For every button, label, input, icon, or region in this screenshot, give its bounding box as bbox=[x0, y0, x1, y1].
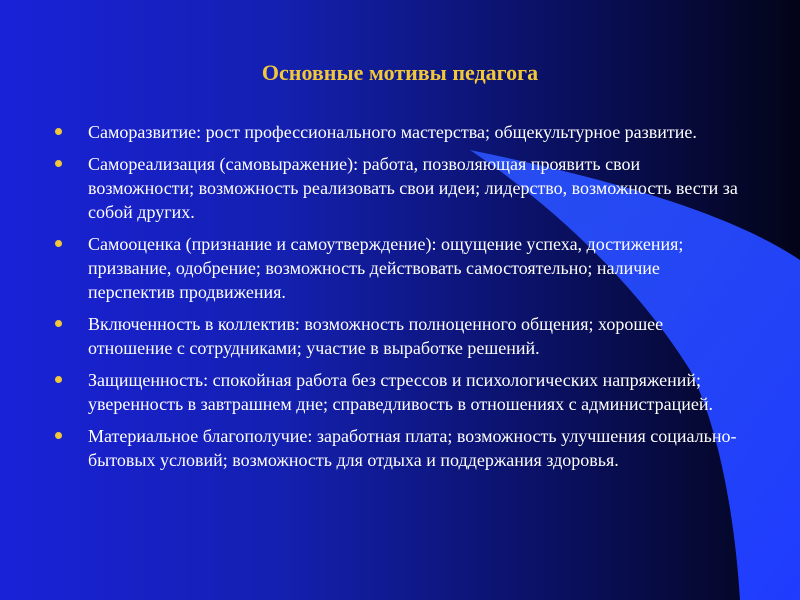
list-item bbox=[52, 232, 742, 304]
bullet-icon bbox=[55, 240, 62, 247]
bullet-icon bbox=[55, 128, 62, 135]
list-item bbox=[52, 424, 742, 472]
bullet-text: Самооценка (признание и самоутверждение): ощущение успеха, достижения; призвание, одобрение; возможность действовать самостоятельно; наличие перспектив продвижения. bbox=[88, 234, 684, 302]
slide-title: Основные мотивы педагога bbox=[261, 60, 539, 85]
bullet-icon bbox=[55, 320, 62, 327]
bullet-text: Защищенность: спокойная работа без стрессов и психологических напряжений; уверенность в завтрашнем дне; справедливость в отношениях с администрацией. bbox=[88, 370, 713, 414]
list-item bbox=[52, 368, 742, 416]
bullet-text: Включенность в коллектив: возможность полноценного общения; хорошее отношение с сотрудниками; участие в выработке решений. bbox=[88, 314, 664, 358]
bullet-text: Материальное благополучие: заработная плата; возможность улучшения социально-бытовых условий; возможность для отдыха и поддержания здоровья. bbox=[88, 426, 737, 470]
list-item bbox=[52, 312, 742, 360]
list-item bbox=[52, 152, 742, 224]
bullet-icon bbox=[55, 376, 62, 383]
bullet-list bbox=[52, 120, 742, 480]
bullet-icon bbox=[55, 160, 62, 167]
list-item bbox=[52, 120, 742, 144]
bullet-text: Саморазвитие: рост профессионального мастерства; общекультурное развитие. bbox=[88, 122, 697, 142]
bullet-text: Самореализация (самовыражение): работа, позволяющая проявить свои возможности; возможность реализовать свои идеи; лидерство, возможность вести за собой других. bbox=[88, 154, 738, 222]
bullet-icon bbox=[55, 432, 62, 439]
